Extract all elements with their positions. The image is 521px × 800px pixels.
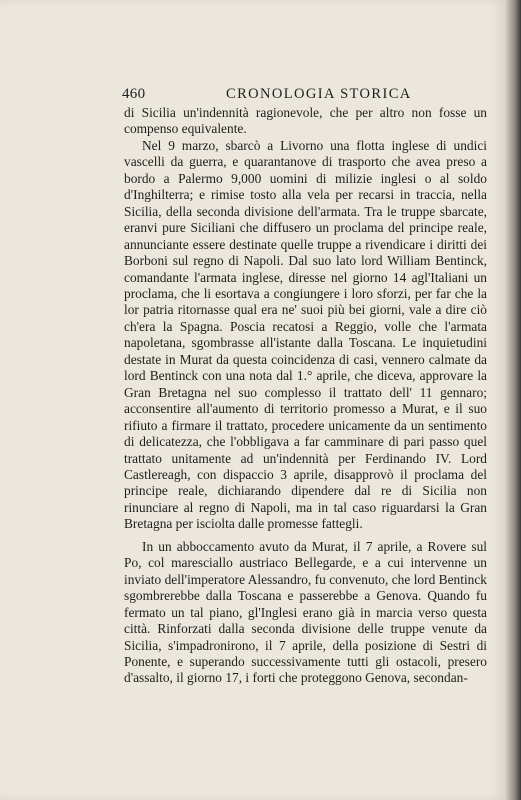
paragraph-continuation: di Sicilia un'indennità ragionevole, che per altro non fosse un compenso equivalente.	[124, 105, 487, 137]
page-edge-shadow	[505, 0, 521, 800]
paragraph-april: In un abboccamento avuto da Murat, il 7 aprile, a Rovere sul Po, col maresciallo austriaco Bellegarde, e a cui intervenne un inviato dell'imperatore Alessandro, fu convenuto, che lord Bentinck sgombrerebbe dalla Toscana e passerebbe a Genova. Quando fu fermato un tal piano, gl'Inglesi erano già in marcia verso questa città. Rinforzati dalla seconda divisione delle truppe venute da Sicilia, s'impadronirono, il 7 aprile, della posizione di Sestri di Ponente, e superando successivamente tutti gli ostacoli, presero d'assalto, il giorno 17, i forti che proteggono Genova, secondan-	[124, 538, 487, 686]
running-head: CRONOLOGIA STORICA	[226, 86, 412, 102]
page-header	[122, 86, 486, 106]
paragraph-march: Nel 9 marzo, sbarcò a Livorno una flotta inglese di undici vascelli da guerra, e quarantanove di trasporto che avea preso a bordo a Palermo 9,000 uomini di milizie inglesi o al soldo d'Inghilterra; e rimise tosto alla vela per recarsi in traccia, nella Sicilia, della seconda divisione dell'armata. Tra le truppe sbarcate, eranvi pure Siciliani che diffusero un proclama del principe reale, annunciante essere destinate quelle truppe a rivendicare i diritti dei Borboni sul regno di Napoli. Dal suo lato lord William Bentinck, comandante l'armata inglese, diresse nel giorno 14 agl'Italiani un proclama, che li esortava a congiungere i loro sforzi, per far che la lor patria ritornasse qual era ne' suoi più bei giorni, vale a dire ciò ch'era la Spagna. Poscia recatosi a Reggio, volle che l'armata napoletana, sgombrasse all'istante dalla Toscana. Le inquietudini destate in Murat da questa coincidenza di casi, vennero calmate da lord Bentinck con una nota dal 1.° aprile, che diceva, approvare la Gran Bretagna nel suo complesso il trattato dell' 11 gennaro; acconsentire all'aumento di territorio promesso a Murat, e il suo rifiuto a firmare il trattato, procedere unicamente da un sentimento di delicatezza, che l'obbligava a far camminare di pari passo quel trattato unitamente ad un'indennità per Ferdinando IV. Lord Castlereagh, con dispaccio 3 aprile, disapprovò il proclama del principe reale, dichiarando dipendere dal re di Sicilia non rinunciare al regno di Napoli, ma in tal caso riguardarsi la Gran Bretagna per isciolta dalle promesse fattegli.	[124, 137, 487, 532]
page-number: 460	[122, 86, 146, 102]
body-text	[124, 105, 487, 687]
